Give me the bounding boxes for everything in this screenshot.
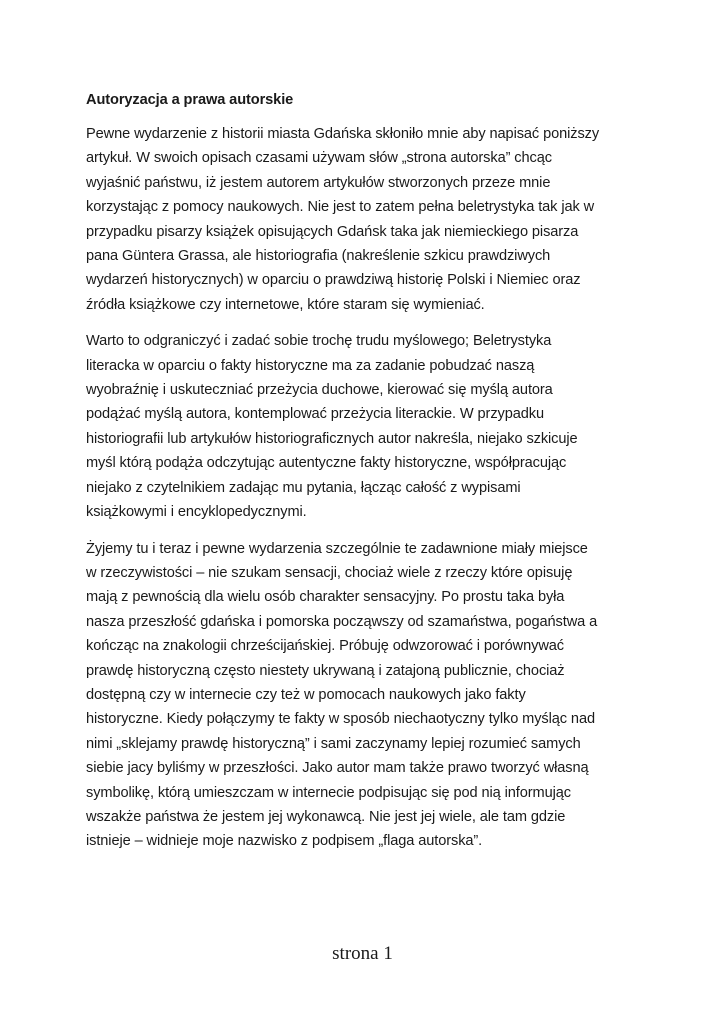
paragraph-line: nimi „sklejamy prawdę historyczną” i sami zaczynamy lepiej rozumieć samych [86, 735, 581, 752]
paragraph-line: historyczne. Kiedy połączymy te fakty w sposób niechaotyczny tylko myśląc nad [86, 711, 595, 728]
paragraph-line: dostępną czy w internecie czy też w pomocach naukowych jako fakty [86, 686, 526, 703]
paragraph-1 [86, 122, 648, 317]
paragraph-line: myśl którą podąża odczytując autentyczne fakty historyczne, współpracując [86, 455, 567, 472]
paragraph-line: wydarzeń historycznych) w oparciu o prawdziwą historię Polski i Niemiec oraz [86, 272, 581, 289]
paragraph-line: siebie jacy byliśmy w przeszłości. Jako autor mam także prawo tworzyć własną [86, 760, 589, 777]
paragraph-line: źródła książkowe czy internetowe, które staram się wymieniać. [86, 296, 485, 313]
document-body [86, 88, 648, 866]
paragraph-line: korzystając z pomocy naukowych. Nie jest to zatem pełna beletrystyka tak jak w [86, 199, 595, 216]
paragraph-line: mają z pewnością dla wielu osób charakter sensacyjny. Po prostu taka była [86, 589, 565, 606]
paragraph-line: nasza przeszłość gdańska i pomorska począwszy od szamaństwa, pogaństwa a [86, 613, 598, 630]
paragraph-line: pana Güntera Grassa, ale historiografia (nakreślenie szkicu prawdziwych [86, 248, 551, 265]
paragraph-line: artykuł. W swoich opisach czasami używam słów „strona autorska” chcąc [86, 150, 552, 167]
paragraph-line: przypadku pisarzy książek opisujących Gdańsk taka jak niemieckiego pisarza [86, 223, 579, 240]
paragraph-3 [86, 537, 648, 854]
page-footer [0, 940, 725, 968]
paragraph-line: literacka w oparciu o fakty historyczne ma za zadanie pobudzać naszą [86, 357, 535, 374]
paragraph-line: symbolikę, którą umieszczam w internecie podpisując się pod nią informując [86, 784, 571, 801]
paragraph-line: książkowymi i encyklopedycznymi. [86, 504, 307, 521]
paragraph-line: podążać myślą autora, kontemplować przeżycia literackie. W przypadku [86, 406, 544, 423]
paragraph-line: wyobraźnię i uskuteczniać przeżycia duchowe, kierować się myślą autora [86, 382, 553, 399]
paragraph-line: istnieje – widnieje moje nazwisko z podpisem „flaga autorska”. [86, 833, 483, 850]
page-number: strona 1 [332, 943, 393, 964]
paragraph-2 [86, 329, 648, 524]
paragraph-line: prawdę historyczną często niestety ukrywaną i zatajoną publicznie, chociaż [86, 662, 565, 679]
paragraph-line: Warto to odgraniczyć i zadać sobie trochę trudu myślowego; Beletrystyka [86, 333, 552, 350]
paragraph-line: Żyjemy tu i teraz i pewne wydarzenia szczególnie te zadawnione miały miejsce [86, 540, 588, 557]
paragraph-line: w rzeczywistości – nie szukam sensacji, chociaż wiele z rzeczy które opisuję [86, 564, 573, 581]
paragraph-line: historiografii lub artykułów historiograficznych autor nakreśla, niejako szkicuje [86, 430, 578, 447]
document-title: Autoryzacja a prawa autorskie [86, 92, 294, 108]
paragraph-line: wyjaśnić państwu, iż jestem autorem artykułów stworzonych przeze mnie [86, 174, 551, 191]
paragraph-line: niejako z czytelnikiem zadając mu pytania, łącząc całość z wypisami [86, 479, 521, 496]
paragraph-line: Pewne wydarzenie z historii miasta Gdańska skłoniło mnie aby napisać poniższy [86, 126, 600, 142]
paragraph-line: kończąc na znakologii chrześcijańskiej. Próbuję odwzorować i porównywać [86, 638, 564, 655]
paragraph-line: wszakże państwa że jestem jej wykonawcą. Nie jest jej wiele, ale tam gdzie [86, 808, 566, 825]
